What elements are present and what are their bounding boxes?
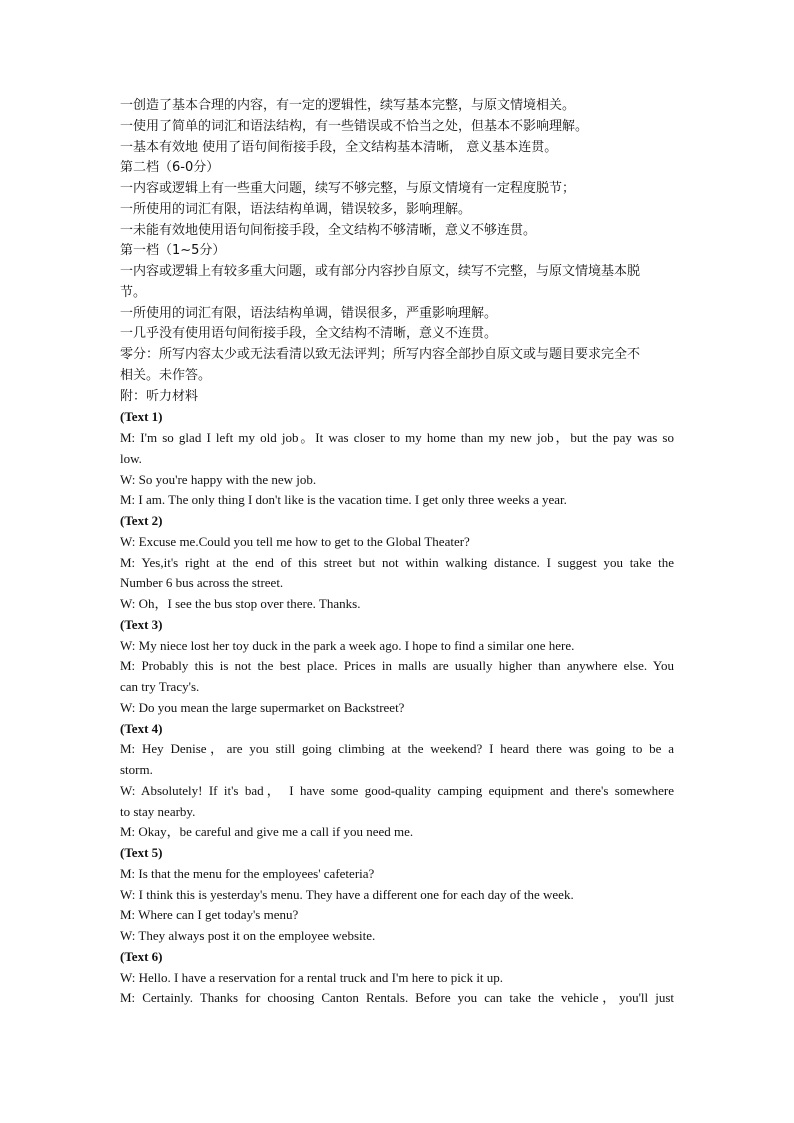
- transcript-line: storm.: [120, 762, 153, 777]
- appendix-title: 附：听力材料: [120, 388, 199, 404]
- transcript-line: W: Oh，I see the bus stop over there. Thanks.: [120, 596, 361, 611]
- transcript-line: can try Tracy's.: [120, 679, 200, 694]
- rubric-line: 一未能有效地使用语句间衔接手段，全文结构不够清晰，意义不够连贯。: [120, 222, 537, 238]
- rubric-line: 节。: [120, 284, 147, 300]
- text-1-heading: (Text 1): [120, 409, 163, 425]
- text-2-heading: (Text 2): [120, 513, 163, 528]
- transcript-line: W: My niece lost her toy duck in the park a week ago. I hope to find a similar one here.: [120, 637, 575, 653]
- transcript-line: W: They always post it on the employee website.: [120, 928, 376, 943]
- text-3-heading: (Text 3): [120, 616, 163, 632]
- transcript-line: M: Certainly. Thanks for choosing Canton Rentals. Before you can take the vehicle，you'll just: [120, 990, 674, 1006]
- transcript-line: W: Excuse me.Could you tell me how to get to the Global Theater?: [120, 533, 470, 549]
- text-5-heading: (Text 5): [120, 845, 163, 860]
- transcript-line: W: Do you mean the large supermarket on Backstreet?: [120, 699, 405, 715]
- tier2-title: 第二档（6-0分）: [120, 160, 220, 176]
- text-4-heading: (Text 4): [120, 720, 163, 736]
- transcript-line: W: Hello. I have a reservation for a rental truck and I'm here to pick it up.: [120, 969, 504, 985]
- transcript-line: W: I think this is yesterday's menu. They have a different one for each day of the week.: [120, 886, 574, 902]
- rubric-line: 一使用了简单的词汇和语法结构，有一些错误或不恰当之处，但基本不影响理解。: [120, 118, 589, 134]
- transcript-line: M: Yes,it's right at the end of this street but not within walking distance. I suggest you take the: [120, 554, 674, 570]
- text-6-heading: (Text 6): [120, 948, 163, 964]
- transcript-line: M: Okay，be careful and give me a call if you need me.: [120, 824, 414, 840]
- tier1-title: 第一档（1~5分）: [120, 243, 226, 259]
- transcript-line: Number 6 bus across the street.: [120, 575, 284, 591]
- rubric-line: 一内容或逻辑上有一些重大问题，续写不够完整，与原文情境有一定程度脱节；: [120, 181, 576, 196]
- rubric-line: 一内容或逻辑上有较多重大问题，或有部分内容抄自原文，续写不完整，与原文情境基本脱: [120, 264, 641, 279]
- transcript-line: M: Hey Denise，are you still going climbing at the weekend? I heard there was going to be a: [120, 741, 674, 757]
- transcript-line: M: I'm so glad I left my old job。It was closer to my home than my new job，but the pay was so: [120, 430, 674, 445]
- transcript-line: W: Absolutely! If it's bad， I have some good-quality camping equipment and there's somewhere: [120, 782, 674, 798]
- transcript-line: M: Is that the menu for the employees' cafeteria?: [120, 865, 375, 881]
- zero-score-line: 零分：所写内容太少或无法看清以致无法评判；所写内容全部抄自原文或与题目要求完全不: [120, 347, 641, 362]
- rubric-line: 一基本有效地 使用了语句间衔接手段，全文结构基本清晰， 意义基本连贯。: [120, 139, 558, 155]
- rubric-line: 一几乎没有使用语句间衔接手段，全文结构不清晰，意义不连贯。: [120, 326, 498, 342]
- transcript-line: low.: [120, 450, 142, 466]
- rubric-line: 一所使用的词汇有限，语法结构单调，错误较多，影响理解。: [120, 201, 472, 217]
- transcript-line: W: So you're happy with the new job.: [120, 471, 317, 487]
- transcript-line: M: Probably this is not the best place. Prices in malls are usually higher than anywhere else. You: [120, 658, 674, 674]
- rubric-line: 一所使用的词汇有限，语法结构单调，错误很多，严重影响理解。: [120, 305, 498, 321]
- zero-score-line: 相关。未作答。: [120, 367, 212, 383]
- document-page: [120, 96, 674, 1009]
- transcript-line: M: Where can I get today's menu?: [120, 907, 299, 923]
- rubric-line: 一创造了基本合理的内容，有一定的逻辑性，续写基本完整，与原文情境相关。: [120, 98, 576, 113]
- transcript-line: to stay nearby.: [120, 803, 196, 819]
- transcript-line: M: I am. The only thing I don't like is the vacation time. I get only three weeks a year.: [120, 492, 567, 508]
